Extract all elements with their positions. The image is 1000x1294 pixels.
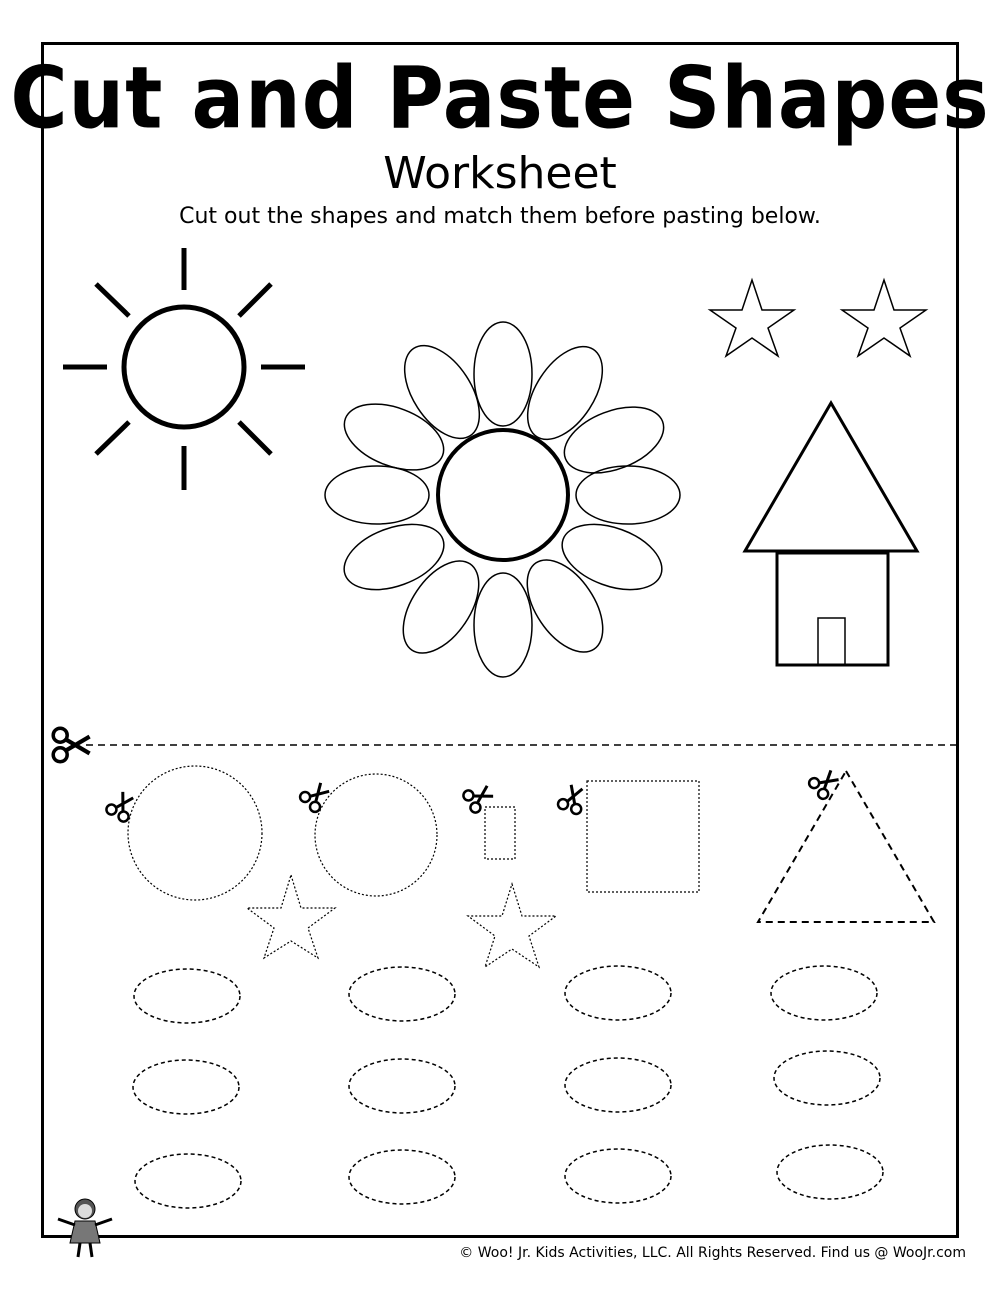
star-shape	[710, 280, 794, 356]
copyright-footer: © Woo! Jr. Kids Activities, LLC. All Rights Reserved. Find us @ WooJr.com	[459, 1245, 966, 1261]
cutout-petal	[134, 969, 240, 1023]
cutout-circle	[105, 766, 262, 900]
kid-mascot-icon	[50, 1195, 120, 1260]
cutout-triangle	[758, 766, 934, 922]
cutout-petal	[771, 966, 877, 1020]
cutout-petal	[565, 966, 671, 1020]
worksheet-subtitle: Worksheet	[383, 148, 617, 199]
cut-line	[53, 728, 958, 762]
cutout-petal	[133, 1060, 239, 1114]
cutout-circle	[298, 774, 437, 896]
cutout-petals	[133, 966, 883, 1208]
flower-shape	[325, 322, 680, 677]
house-shape	[745, 403, 917, 665]
worksheet-instructions: Cut out the shapes and match them before pasting below.	[179, 204, 821, 229]
cutout-star	[247, 875, 335, 958]
cutout-petal	[777, 1145, 883, 1199]
cutout-petal	[565, 1058, 671, 1112]
star-shape	[842, 280, 926, 356]
cutout-petal	[135, 1154, 241, 1208]
cutout-petal	[349, 967, 455, 1021]
sun-shape	[63, 248, 305, 490]
cutout-square	[557, 781, 699, 892]
cutout-petal	[349, 1059, 455, 1113]
cutout-star	[468, 884, 556, 967]
cutout-petal	[565, 1149, 671, 1203]
cutout-petal	[349, 1150, 455, 1204]
worksheet-title: Cut and Paste Shapes	[10, 49, 990, 149]
cutout-door-rectangle	[462, 781, 515, 859]
cutout-petal	[774, 1051, 880, 1105]
